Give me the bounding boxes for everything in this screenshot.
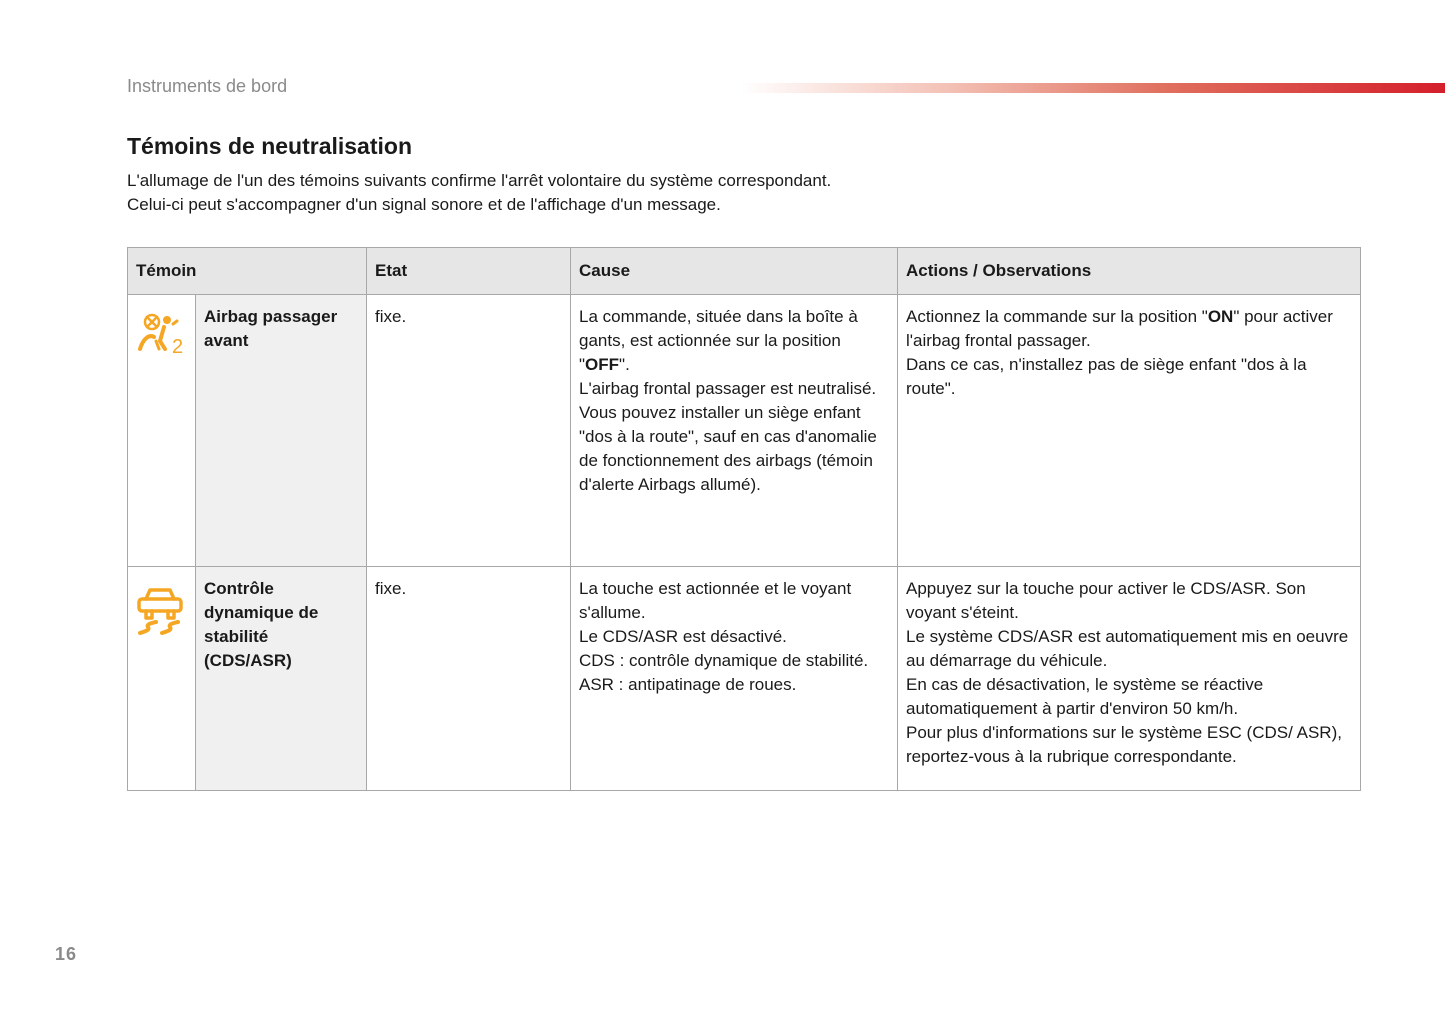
warning-lights-table bbox=[127, 247, 1361, 791]
actions bbox=[898, 567, 1361, 791]
table-row bbox=[128, 567, 1361, 791]
warning-name: Contrôle dynamique de stabilité (CDS/ASR) bbox=[196, 567, 367, 791]
text: CDS : contrôle dynamique de stabilité. bbox=[579, 651, 869, 670]
text: Le système CDS/ASR est automatiquement mis en oeuvre au démarrage du véhicule. bbox=[906, 627, 1349, 670]
section-header: Instruments de bord bbox=[127, 76, 288, 96]
header-accent-bar bbox=[740, 83, 1445, 93]
text: En cas de désactivation, le système se réactive automatiquement à partir d'environ 50 km/h. bbox=[906, 675, 1264, 718]
icon-cell bbox=[128, 295, 196, 567]
header-cause: Cause bbox=[571, 248, 898, 295]
table-header-row bbox=[128, 248, 1361, 295]
intro-text bbox=[127, 169, 831, 217]
text: Le CDS/ASR est désactivé. bbox=[579, 627, 787, 646]
text-bold: OFF bbox=[585, 355, 620, 374]
text: Appuyez sur la touche pour activer le CDS/ASR. Son voyant s'éteint. bbox=[906, 579, 1306, 622]
cause bbox=[571, 295, 898, 567]
header-etat: Etat bbox=[367, 248, 571, 295]
intro-line: L'allumage de l'un des témoins suivants confirme l'arrêt volontaire du système correspondant. bbox=[127, 171, 832, 190]
svg-text:2: 2 bbox=[172, 336, 184, 355]
table-row bbox=[128, 295, 1361, 567]
page-number: 16 bbox=[55, 944, 78, 964]
warning-name: Airbag passager avant bbox=[196, 295, 367, 567]
header-temoin: Témoin bbox=[128, 248, 367, 295]
text-bold: ON bbox=[1207, 307, 1234, 326]
text: La touche est actionnée et le voyant s'allume. bbox=[579, 579, 852, 622]
state: fixe. bbox=[367, 295, 571, 567]
actions bbox=[898, 295, 1361, 567]
text: ". bbox=[619, 355, 630, 374]
icon-cell bbox=[128, 567, 196, 791]
text: " pour activer l'airbag frontal passager. bbox=[906, 307, 1333, 350]
text: Dans ce cas, n'installez pas de siège enfant "dos à la route". bbox=[906, 355, 1307, 398]
text: Actionnez la commande sur la position " bbox=[906, 307, 1208, 326]
text: La commande, située dans la boîte à gants, est actionnée sur la position " bbox=[579, 307, 858, 374]
airbag-passenger-off-icon bbox=[136, 313, 186, 355]
stability-control-icon bbox=[136, 585, 186, 637]
text: Vous pouvez installer un siège enfant "dos à la route", sauf en cas d'anomalie de fonctionnement des airbags (témoin d'alerte Airbags allumé). bbox=[579, 403, 877, 494]
intro-line: Celui-ci peut s'accompagner d'un signal sonore et de l'affichage d'un message. bbox=[127, 195, 721, 214]
text: Pour plus d'informations sur le système ESC (CDS/ ASR), reportez-vous à la rubrique correspondante. bbox=[906, 723, 1342, 766]
text: ASR : antipatinage de roues. bbox=[579, 675, 797, 694]
page-title: Témoins de neutralisation bbox=[127, 133, 412, 159]
header-actions: Actions / Observations bbox=[898, 248, 1361, 295]
state: fixe. bbox=[367, 567, 571, 791]
text: L'airbag frontal passager est neutralisé. bbox=[579, 379, 877, 398]
cause bbox=[571, 567, 898, 791]
